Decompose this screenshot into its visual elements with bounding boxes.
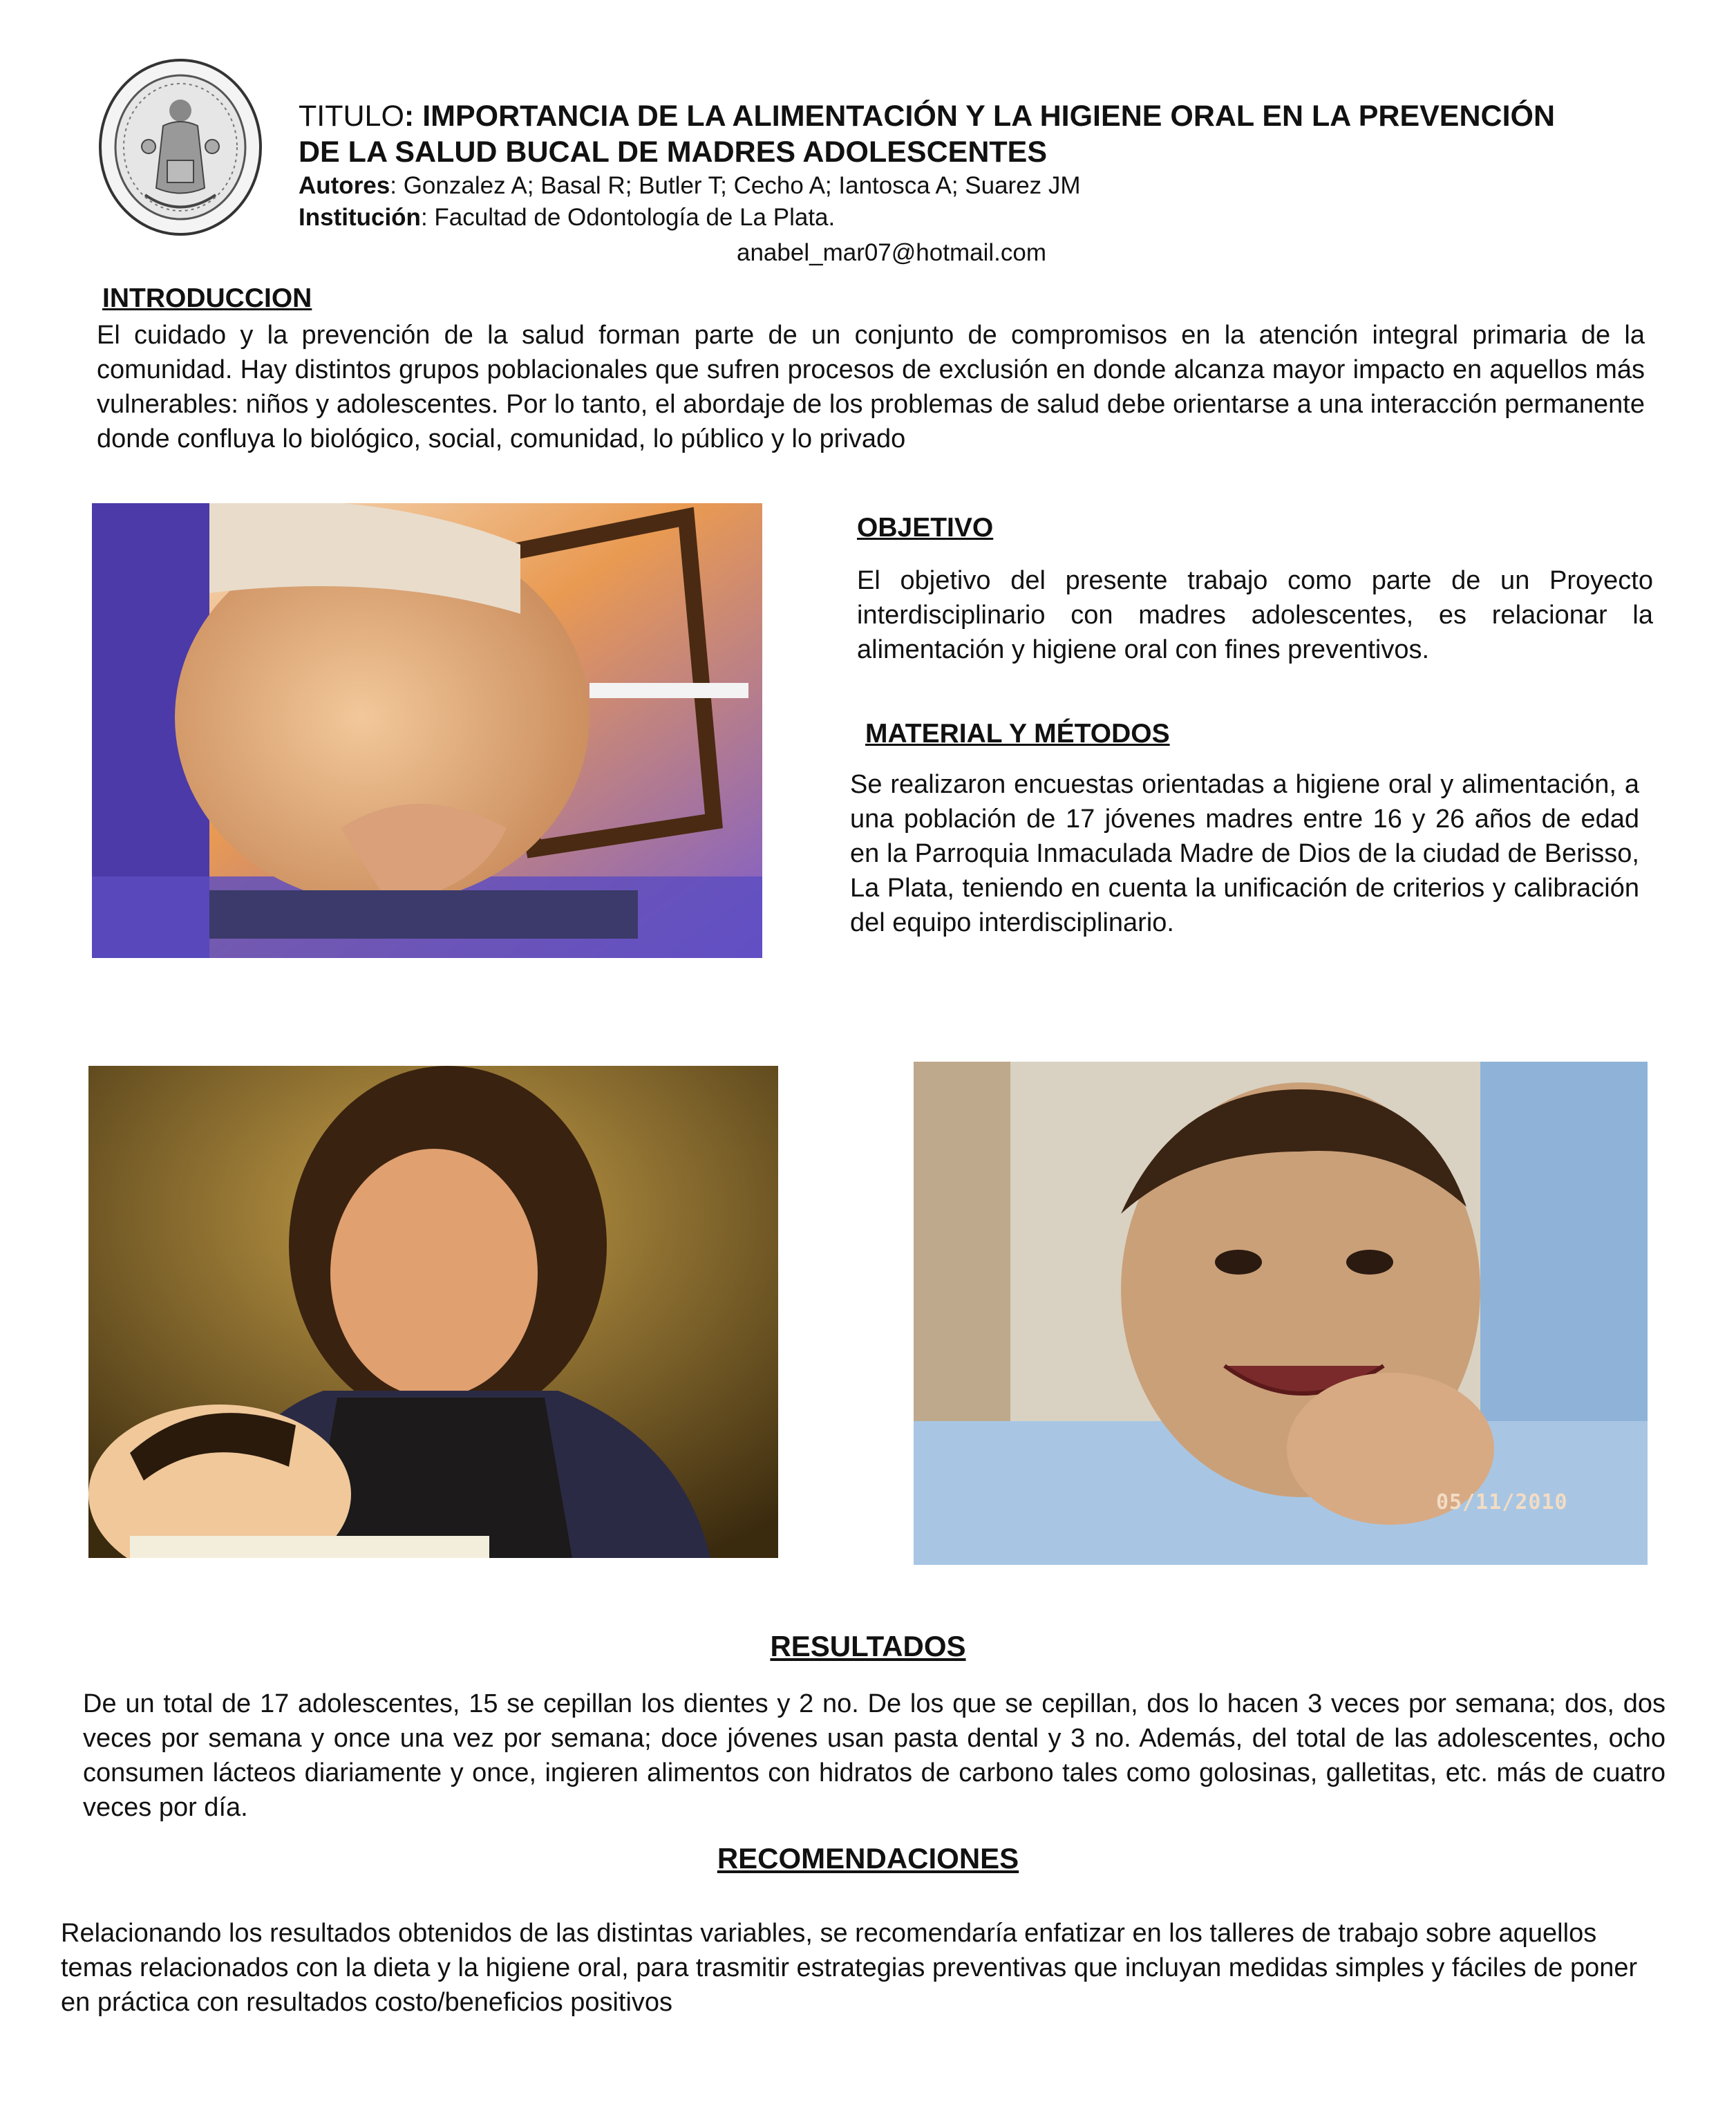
recomendaciones-text: Relacionando los resultados obtenidos de las distintas variables, se recomendaría enfatizar en los talleres de trabajo sobre aquellos temas relacionados con la dieta y la higiene oral, para trasmitir estrategias preventivas que incluyan medidas simples y fáciles de poner en práctica con resultados costo/beneficios positivos: [61, 1919, 1638, 2017]
title-block: [299, 98, 1667, 234]
photo-mother-baby: [88, 1066, 778, 1558]
objetivo-text: El objetivo del presente trabajo como parte de un Proyecto interdisciplinario con madres adolescentes, es relacionar la alimentación y higiene oral con fines preventivos.: [857, 566, 1653, 664]
material-text: Se realizaron encuestas orientadas a higiene oral y alimentación, a una población de 17 jóvenes madres entre 16 y 26 años de edad en la Parroquia Inmaculada Madre de Dios de la ciudad de Berisso, La Plata, teniendo en cuenta la unificación de criterios y calibración del equipo interdisciplinario.: [850, 770, 1639, 937]
objetivo-heading: OBJETIVO: [857, 513, 994, 543]
introduccion-text: El cuidado y la prevención de la salud forman parte de un conjunto de compromisos en la atención integral primaria de la comunidad. Hay distintos grupos poblacionales que sufren procesos de exclusión en donde alcanza mayor impacto en aquellos más vulnerables: niños y adolescentes. Por lo tanto, el abordaje de los problemas de salud debe orientarse a una interacción permanente donde confluya lo biológico, social, comunidad, lo público y lo privado: [97, 321, 1645, 453]
poster-title: TITULO: IMPORTANCIA DE LA ALIMENTACIÓN Y LA HIGIENE ORAL EN LA PREVENCIÓN: [299, 100, 1556, 133]
title-line-1: IMPORTANCIA DE LA ALIMENTACIÓN Y LA HIGIENE ORAL EN LA PREVENCIÓN: [422, 100, 1556, 133]
introduccion-heading: INTRODUCCION: [102, 283, 312, 313]
recomendaciones-heading: RECOMENDACIONES: [717, 1842, 1019, 1875]
photo-smiling-child: [914, 1062, 1648, 1565]
contact-email: anabel_mar07@hotmail.com: [737, 239, 1046, 266]
photo-pregnant-belly: [92, 503, 762, 958]
institution-label: Institución: [299, 204, 421, 231]
authors-label: Autores: [299, 172, 390, 199]
institution: Facultad de Odontología de La Plata.: [434, 204, 836, 231]
title-label: TITULO: [299, 100, 404, 133]
resultados-heading: RESULTADOS: [770, 1630, 966, 1662]
authors-line: Autores: Gonzalez A; Basal R; Butler T; Cecho A; Iantosca A; Suarez JM: [299, 172, 1081, 199]
photo-date-stamp: 05/11/2010: [1436, 1490, 1568, 1514]
material-heading: MATERIAL Y MÉTODOS: [865, 719, 1170, 749]
resultados-text: De un total de 17 adolescentes, 15 se cepillan los dientes y 2 no. De los que se cepillan, dos lo hacen 3 veces por semana; dos, dos veces por semana y once una vez por semana; doce jóvenes usan pasta dental y 3 no. Además, del total de las adolescentes, ocho consumen lácteos diariamente y once, ingieren alimentos con hidratos de carbono tales como golosinas, galletitas, etc. más de cuatro veces por día.: [83, 1689, 1666, 1822]
authors: Gonzalez A; Basal R; Butler T; Cecho A; Iantosca A; Suarez JM: [403, 172, 1081, 199]
institution-line: Institución: Facultad de Odontología de La Plata.: [299, 204, 836, 231]
university-seal: [97, 57, 264, 238]
title-line-2: DE LA SALUD BUCAL DE MADRES ADOLESCENTES: [299, 135, 1048, 169]
